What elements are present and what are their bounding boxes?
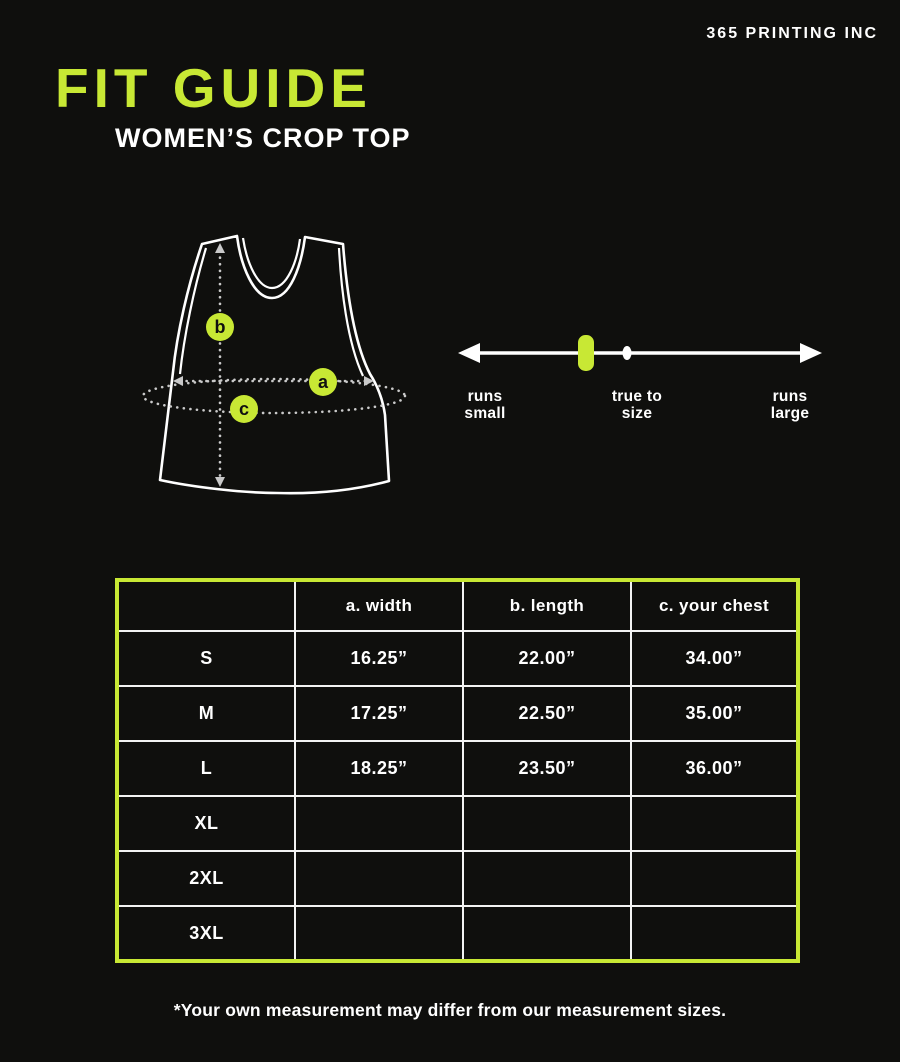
header-cell-chest: c. your chest bbox=[631, 580, 798, 631]
measure-marker-c bbox=[230, 395, 258, 423]
shirt-outline bbox=[160, 236, 389, 493]
header-cell-width: a. width bbox=[295, 580, 463, 631]
width-value bbox=[295, 796, 463, 851]
chest-value: 35.00” bbox=[631, 686, 798, 741]
size-label: 3XL bbox=[117, 906, 295, 961]
size-label: L bbox=[117, 741, 295, 796]
header-cell-empty bbox=[117, 580, 295, 631]
measure-marker-c-label: c bbox=[238, 399, 249, 419]
size-table bbox=[115, 578, 800, 963]
size-row-3xl bbox=[117, 906, 798, 961]
fit-scale bbox=[455, 333, 825, 433]
size-row-l bbox=[117, 741, 798, 796]
chest-value: 36.00” bbox=[631, 741, 798, 796]
size-label: M bbox=[117, 686, 295, 741]
true-to-size-tick bbox=[623, 346, 632, 360]
fit-scale-arrow-right bbox=[800, 343, 822, 363]
length-arrow-bottom bbox=[215, 477, 225, 487]
chest-value bbox=[631, 796, 798, 851]
size-label: 2XL bbox=[117, 851, 295, 906]
length-value bbox=[463, 906, 631, 961]
size-table-header-row bbox=[117, 580, 798, 631]
measure-marker-a-label: a bbox=[317, 372, 328, 392]
measure-marker-a bbox=[309, 368, 337, 396]
length-value: 22.00” bbox=[463, 631, 631, 686]
length-value: 23.50” bbox=[463, 741, 631, 796]
page-subtitle: WOMEN’S CROP TOP bbox=[115, 123, 411, 153]
fit-scale-arrow-left bbox=[458, 343, 480, 363]
measure-marker-b-label: b bbox=[214, 317, 226, 337]
fit-scale-marker bbox=[578, 335, 594, 371]
header-cell-length: b. length bbox=[463, 580, 631, 631]
size-row-2xl bbox=[117, 851, 798, 906]
length-value bbox=[463, 796, 631, 851]
chest-value bbox=[631, 851, 798, 906]
crop-top-diagram bbox=[140, 215, 430, 505]
chest-value bbox=[631, 906, 798, 961]
fit-scale-labels bbox=[455, 388, 825, 433]
fit-scale-arrow-svg bbox=[455, 333, 825, 378]
width-value: 16.25” bbox=[295, 631, 463, 686]
chest-value: 34.00” bbox=[631, 631, 798, 686]
measure-marker-b bbox=[206, 313, 234, 341]
size-label: S bbox=[117, 631, 295, 686]
length-value bbox=[463, 851, 631, 906]
length-value: 22.50” bbox=[463, 686, 631, 741]
brand-text: 365 PRINTING INC bbox=[706, 25, 878, 42]
width-value: 17.25” bbox=[295, 686, 463, 741]
width-value: 18.25” bbox=[295, 741, 463, 796]
fit-scale-label-runs-small: runs small bbox=[464, 388, 506, 423]
page-title: FIT GUIDE bbox=[55, 57, 372, 119]
width-value bbox=[295, 851, 463, 906]
fit-scale-label-true-to-size: true to size bbox=[611, 388, 663, 423]
size-row-m bbox=[117, 686, 798, 741]
crop-top-outline-svg bbox=[140, 215, 430, 505]
size-row-xl bbox=[117, 796, 798, 851]
size-label: XL bbox=[117, 796, 295, 851]
length-arrow-top bbox=[215, 243, 225, 253]
width-value bbox=[295, 906, 463, 961]
fit-scale-label-runs-large: runs large bbox=[770, 388, 810, 423]
footnote: *Your own measurement may differ from our measurement sizes. bbox=[173, 1000, 727, 1020]
size-row-s bbox=[117, 631, 798, 686]
